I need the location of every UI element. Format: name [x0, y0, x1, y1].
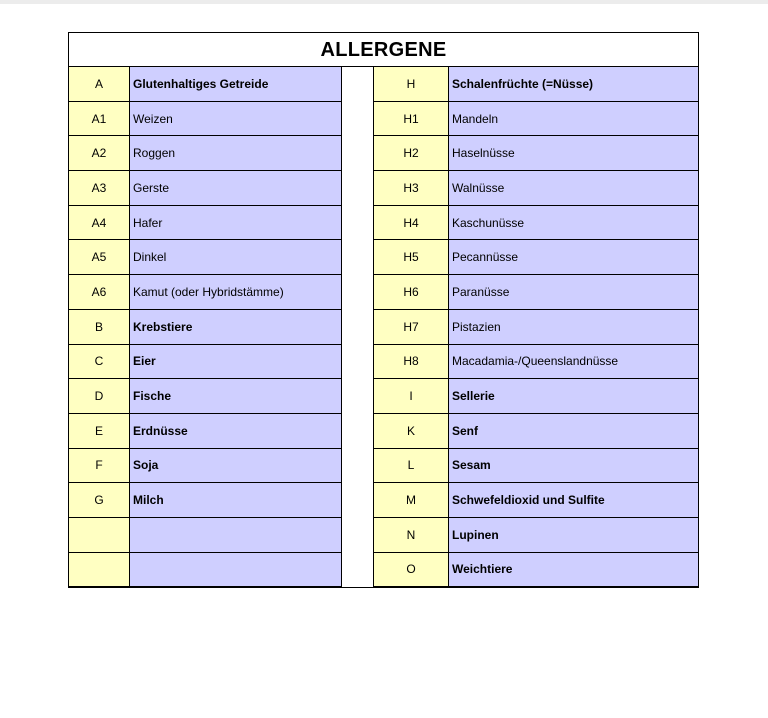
- table-row: [69, 553, 342, 588]
- right-column: [373, 67, 698, 587]
- table-row: [373, 310, 698, 345]
- allergen-code: F: [69, 449, 130, 483]
- top-bar: [0, 0, 768, 4]
- table-row: [373, 414, 698, 449]
- table-row: [69, 136, 342, 171]
- table-row: [69, 67, 342, 102]
- table-row: [69, 102, 342, 137]
- allergen-code: C: [69, 345, 130, 379]
- allergen-name: Schwefeldioxid und Sulfite: [449, 483, 698, 517]
- table-row: [373, 136, 698, 171]
- allergen-code: A5: [69, 240, 130, 274]
- allergen-code: O: [373, 553, 449, 587]
- table-row: [69, 483, 342, 518]
- allergen-name: Fische: [130, 379, 342, 413]
- allergen-name: Sesam: [449, 449, 698, 483]
- table-row: [373, 67, 698, 102]
- allergen-code: H2: [373, 136, 449, 170]
- table-row: [373, 379, 698, 414]
- allergen-code: H1: [373, 102, 449, 136]
- allergen-code: A6: [69, 275, 130, 309]
- table-row: [373, 449, 698, 484]
- allergen-name: Weichtiere: [449, 553, 698, 587]
- allergen-code: E: [69, 414, 130, 448]
- allergen-code: I: [373, 379, 449, 413]
- allergen-code: A2: [69, 136, 130, 170]
- allergen-name: [130, 518, 342, 552]
- allergen-code: [69, 553, 130, 587]
- allergen-code: A4: [69, 206, 130, 240]
- table-row: [69, 240, 342, 275]
- table-row: [69, 275, 342, 310]
- table-row: [373, 518, 698, 553]
- allergen-name: Mandeln: [449, 102, 698, 136]
- allergen-code: A3: [69, 171, 130, 205]
- table-row: [373, 345, 698, 380]
- allergen-name: Pecannüsse: [449, 240, 698, 274]
- table-row: [373, 553, 698, 588]
- allergen-name: Krebstiere: [130, 310, 342, 344]
- table-row: [69, 379, 342, 414]
- table-row: [69, 345, 342, 380]
- allergen-code: D: [69, 379, 130, 413]
- allergen-name: Weizen: [130, 102, 342, 136]
- allergen-code: H7: [373, 310, 449, 344]
- allergen-name: Erdnüsse: [130, 414, 342, 448]
- table-row: [373, 483, 698, 518]
- allergen-code: H8: [373, 345, 449, 379]
- allergen-name: Pistazien: [449, 310, 698, 344]
- allergen-code: A1: [69, 102, 130, 136]
- allergen-table: [68, 32, 699, 588]
- allergen-name: Kaschunüsse: [449, 206, 698, 240]
- table-row: [69, 310, 342, 345]
- allergen-name: Kamut (oder Hybridstämme): [130, 275, 342, 309]
- allergen-code: [69, 518, 130, 552]
- allergen-name: Gerste: [130, 171, 342, 205]
- table-row: [69, 171, 342, 206]
- allergen-code: M: [373, 483, 449, 517]
- allergen-name: [130, 553, 342, 587]
- allergen-name: Senf: [449, 414, 698, 448]
- allergen-code: H5: [373, 240, 449, 274]
- table-row: [373, 275, 698, 310]
- allergen-code: L: [373, 449, 449, 483]
- table-row: [373, 102, 698, 137]
- table-row: [69, 414, 342, 449]
- table-row: [69, 206, 342, 241]
- table-row: [373, 206, 698, 241]
- allergen-name: Eier: [130, 345, 342, 379]
- allergen-name: Dinkel: [130, 240, 342, 274]
- table-row: [373, 171, 698, 206]
- allergen-code: H4: [373, 206, 449, 240]
- allergen-code: G: [69, 483, 130, 517]
- allergen-code: N: [373, 518, 449, 552]
- allergen-name: Glutenhaltiges Getreide: [130, 67, 342, 101]
- page-title: ALLERGENE: [69, 33, 698, 67]
- allergen-name: Milch: [130, 483, 342, 517]
- allergen-name: Schalenfrüchte (=Nüsse): [449, 67, 698, 101]
- allergen-name: Hafer: [130, 206, 342, 240]
- allergen-code: K: [373, 414, 449, 448]
- allergen-name: Walnüsse: [449, 171, 698, 205]
- table-row: [69, 518, 342, 553]
- allergen-name: Paranüsse: [449, 275, 698, 309]
- allergen-name: Sellerie: [449, 379, 698, 413]
- allergen-code: A: [69, 67, 130, 101]
- left-column: [69, 67, 342, 587]
- table-row: [373, 240, 698, 275]
- allergen-name: Roggen: [130, 136, 342, 170]
- allergen-code: H: [373, 67, 449, 101]
- allergen-name: Lupinen: [449, 518, 698, 552]
- allergen-name: Macadamia-/Queenslandnüsse: [449, 345, 698, 379]
- allergen-code: B: [69, 310, 130, 344]
- table-row: [69, 449, 342, 484]
- allergen-code: H6: [373, 275, 449, 309]
- allergen-name: Haselnüsse: [449, 136, 698, 170]
- allergen-name: Soja: [130, 449, 342, 483]
- allergen-code: H3: [373, 171, 449, 205]
